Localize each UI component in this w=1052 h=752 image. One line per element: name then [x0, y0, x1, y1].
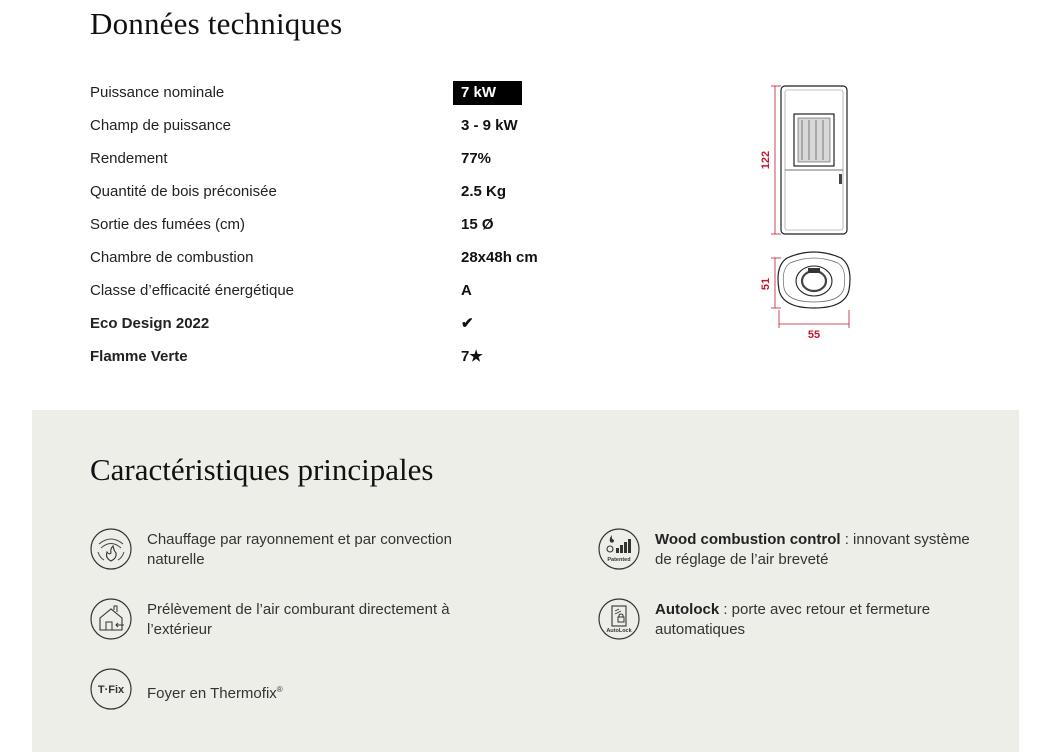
radiant-heat-icon [90, 528, 132, 570]
combustion-control-icon [598, 528, 640, 570]
spec-row-flue-outlet [90, 215, 590, 248]
feature-text [147, 680, 477, 704]
spec-row-nominal-power [90, 83, 590, 116]
spec-value: 3 - 9 kW [461, 117, 518, 134]
feature-text [655, 600, 985, 639]
feature-text-main: : innovant système de réglage de l’air breveté [655, 531, 970, 568]
spec-value: 28x48h cm [461, 249, 538, 266]
spec-row-flamme-verte [90, 347, 590, 380]
spec-value: 15 Ø [461, 216, 494, 233]
feature-autolock [598, 598, 1038, 646]
feature-text-bold: Autolock [655, 601, 720, 618]
depth-dimension-label: 51 [760, 277, 772, 291]
spec-label: Classe d’efficacité énergétique [90, 282, 295, 299]
spec-row-combustion-chamber [90, 248, 590, 281]
spec-label: Flamme Verte [90, 348, 188, 365]
spec-row-wood-quantity [90, 182, 590, 215]
tfix-icon [90, 668, 132, 710]
spec-value: 2.5 Kg [461, 183, 507, 200]
spec-label: Quantité de bois préconisée [90, 183, 277, 200]
height-dimension-label: 122 [760, 150, 772, 170]
feature-combustion-control [598, 528, 1038, 576]
spec-label: Puissance nominale [90, 84, 225, 101]
spec-label: Eco Design 2022 [90, 315, 210, 332]
technical-data-title: Données techniques [90, 6, 343, 41]
stove-dimension-drawing [757, 78, 867, 348]
tfix-icon-text: T·Fix [97, 684, 125, 696]
main-features-section [32, 410, 1019, 752]
spec-label: Champ de puissance [90, 117, 231, 134]
patented-icon-text: Patented [607, 557, 631, 563]
feature-text: Chauffage par rayonnement et par convection naturelle [147, 531, 452, 568]
spec-row-eco-design [90, 314, 590, 347]
spec-row-energy-class [90, 281, 590, 314]
feature-text-bold: Wood combustion control [655, 531, 841, 548]
feature-radiant-heating [90, 528, 530, 576]
spec-value: 77% [461, 150, 492, 167]
spec-label: Sortie des fumées (cm) [90, 216, 246, 233]
spec-value: A [461, 282, 472, 299]
feature-outside-air [90, 598, 530, 646]
spec-row-efficiency [90, 149, 590, 182]
spec-row-power-range [90, 116, 590, 149]
feature-text-main: : porte avec retour et fermeture automatiques [655, 601, 931, 638]
feature-thermofix [90, 668, 530, 716]
registered-mark: ® [276, 685, 283, 694]
spec-value: ✔ [461, 315, 474, 332]
feature-text [655, 530, 985, 569]
house-air-icon [90, 598, 132, 640]
autolock-icon [598, 598, 640, 640]
feature-text-main: Foyer en Thermofix [147, 685, 277, 702]
autolock-icon-text: AutoLock [606, 628, 632, 634]
spec-label: Chambre de combustion [90, 249, 254, 266]
spec-value: 7 kW [453, 81, 522, 105]
width-dimension-label: 55 [807, 329, 821, 341]
feature-text: Prélèvement de l’air comburant directement à l’extérieur [147, 601, 450, 638]
spec-label: Rendement [90, 150, 168, 167]
spec-value: 7★ [461, 348, 483, 365]
main-features-title: Caractéristiques principales [90, 452, 434, 487]
